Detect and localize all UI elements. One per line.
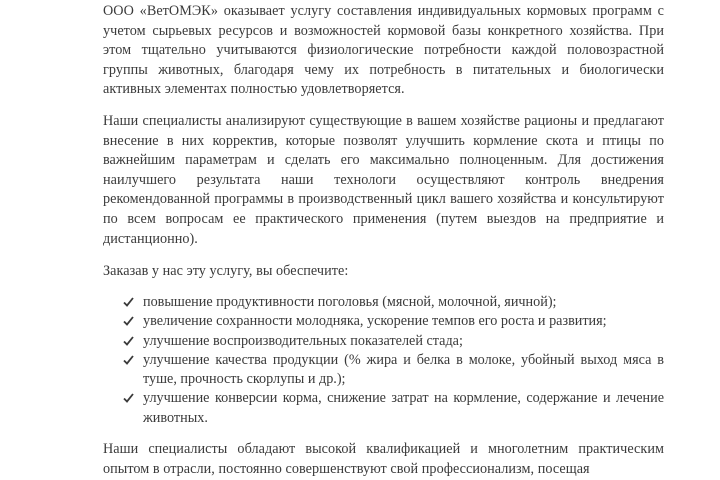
list-item-text: улучшение качества продукции (% жира и белка в молоке, убойный выход мяса в туше, прочность скорлупы и др.); xyxy=(143,351,664,388)
list-item-text: улучшение конверсии корма, снижение затрат на кормление, содержание и лечение животных. xyxy=(143,390,664,426)
list-item xyxy=(103,351,664,390)
list-item-text: улучшение воспроизводительных показателей стада; xyxy=(143,332,463,349)
list-item xyxy=(103,312,664,331)
list-item-text: повышение продуктивности поголовья (мясной, молочной, яичной); xyxy=(143,294,557,310)
checkmark-icon xyxy=(123,293,135,312)
list-item xyxy=(103,293,664,312)
intro-paragraph: ООО «ВетОМЭК» оказывает услугу составления индивидуальных кормовых программ с учетом сырьевых ресурсов и возможностей кормовой базы конкретного хозяйства. При этом тщательно учитываются физиологические потребности каждой половозрастной группы животных, благодаря чему их потребность в питательных и биологически активных элементах полностью удовлетворяется. xyxy=(103,3,664,98)
list-item xyxy=(103,389,664,428)
checkmark-icon xyxy=(123,389,135,408)
qualification-paragraph: Наши специалисты обладают высокой квалификацией и многолетним практическим опытом в отрасли, постоянно совершенствуют свой профессионализм, посещая xyxy=(103,441,664,477)
checkmark-icon xyxy=(123,351,135,370)
list-item xyxy=(103,332,664,351)
benefits-lead-in: Заказав у нас эту услугу, вы обеспечите: xyxy=(103,263,349,279)
list-item-text: увеличение сохранности молодняка, ускорение темпов его роста и развития; xyxy=(143,313,607,330)
specialists-paragraph: Наши специалисты анализируют существующие в вашем хозяйстве рационы и предлагают внесение в них корректив, которые позволят улучшить кормление скота и птицы по важнейшим параметрам и сделать его максимально полноценным. Для достижения наилучшего результата наши технологи осуществляют контроль внедрения рекомендованной программы в производственный цикл вашего хозяйства и консультируют по всем вопросам ее практического применения (путем выездов на предприятие и дистанционно). xyxy=(103,113,664,247)
benefits-list xyxy=(103,293,664,428)
checkmark-icon xyxy=(123,332,135,351)
checkmark-icon xyxy=(123,312,135,331)
